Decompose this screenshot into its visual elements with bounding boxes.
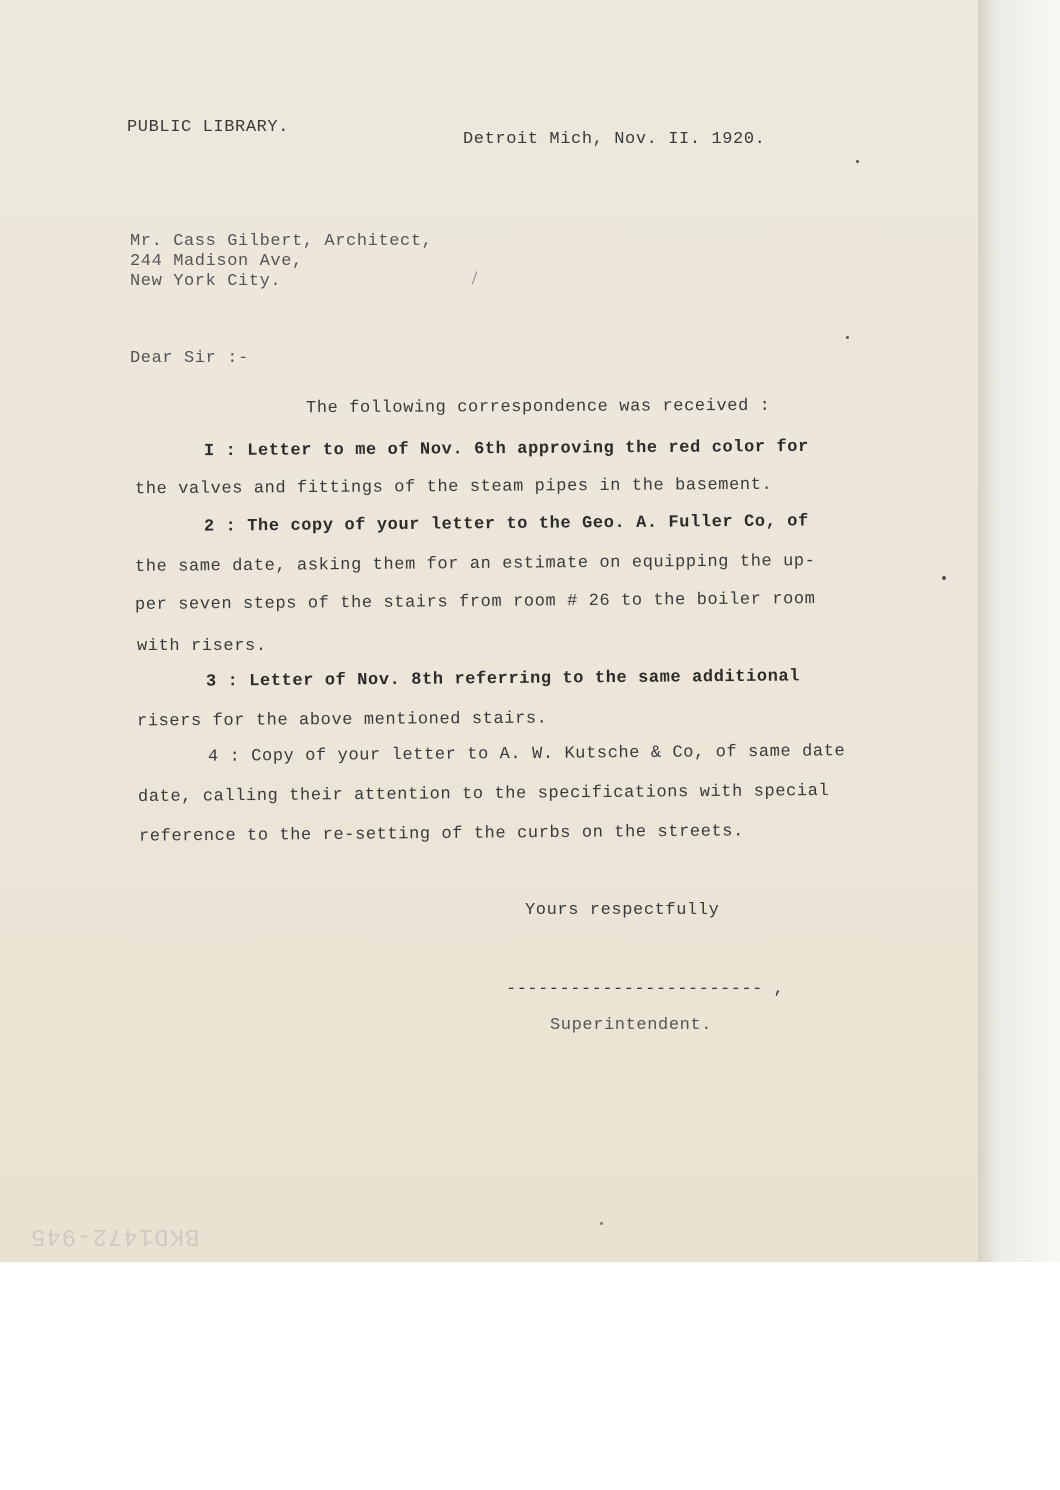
paper-speck — [600, 1222, 603, 1225]
letterhead: PUBLIC LIBRARY. — [127, 118, 290, 137]
paper-speck — [856, 160, 859, 163]
intro-line: The following correspondence was received : — [305, 396, 771, 419]
salutation: Dear Sir :- — [130, 349, 249, 368]
signature-line: ------------------------ , — [506, 980, 785, 999]
dateline: Detroit Mich, Nov. II. 1920. — [463, 130, 766, 149]
archive-number-stamp: BKD1472-945 — [30, 1222, 200, 1249]
item-1-line-1: I : Letter to me of Nov. 6th approving the red color for — [203, 437, 809, 462]
item-1-line-2: the valves and fittings of the steam pipes in the basement. — [134, 475, 773, 500]
item-4-line-2: date, calling their attention to the specifications with special — [137, 781, 830, 808]
signer-title: Superintendent. — [550, 1016, 713, 1035]
item-2-line-4: with risers. — [137, 637, 267, 656]
closing: Yours respectfully — [525, 901, 720, 920]
pencil-tick-mark — [472, 271, 478, 284]
paper-speck — [942, 576, 946, 580]
item-4-line-3: reference to the re-setting of the curbs on the streets. — [138, 822, 744, 847]
item-2-line-2: the same date, asking them for an estimate on equipping the up- — [134, 552, 816, 577]
recipient-line-3: New York City. — [130, 272, 282, 291]
item-4-line-1: 4 : Copy of your letter to A. W. Kutsche & Co, of same date — [207, 742, 846, 767]
item-3-line-2: risers for the above mentioned stairs. — [136, 709, 548, 732]
recipient-line-1: Mr. Cass Gilbert, Architect, — [130, 232, 433, 251]
paper-speck — [846, 336, 849, 339]
item-2-line-3: per seven steps of the stairs from room # 26 to the boiler room — [134, 590, 816, 615]
recipient-line-2: 244 Madison Ave, — [130, 252, 303, 271]
item-2-line-1: 2 : The copy of your letter to the Geo. A. Fuller Co, of — [203, 512, 809, 537]
background-edge — [978, 0, 1060, 1262]
item-3-line-1: 3 : Letter of Nov. 8th referring to the same additional — [205, 667, 801, 692]
